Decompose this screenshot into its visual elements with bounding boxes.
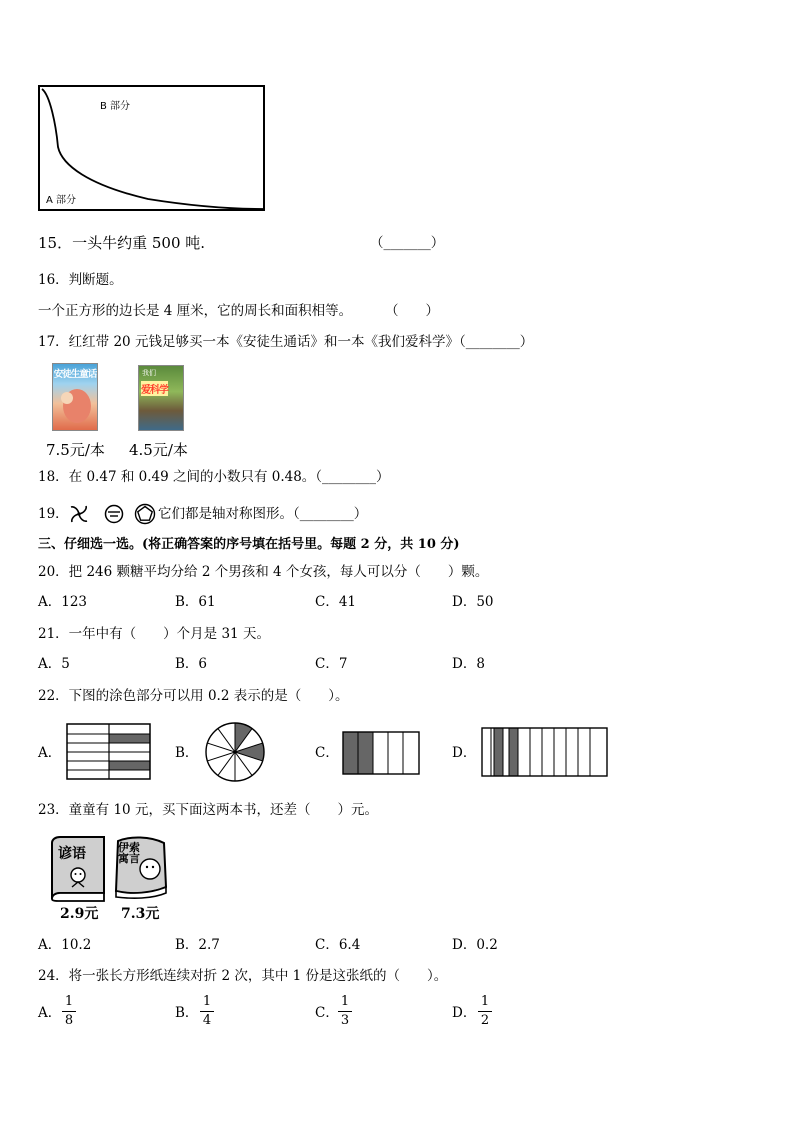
q23-option-d[interactable]: D．0.2 [452, 937, 498, 953]
book-proverbs-title: 谚语 [58, 846, 86, 862]
q16-answer-blank[interactable]: （ ） [385, 303, 439, 319]
q20-option-b[interactable]: B．61 [175, 594, 216, 610]
q19-text: 它们都是轴对称图形。（________） [158, 506, 368, 522]
q16-statement: 一个正方形的边长是 4 厘米，它的周长和面积相等。 [38, 303, 353, 319]
q22-figure-b-circle [204, 721, 266, 783]
q24-option-c[interactable]: C． [315, 1005, 339, 1021]
q22-figure-c-bars [342, 731, 420, 775]
q23-option-c[interactable]: C．6.4 [315, 937, 361, 953]
fraction-denominator: 2 [480, 1013, 490, 1028]
q20-option-d[interactable]: D．50 [452, 594, 494, 610]
q21-option-a[interactable]: A．5 [38, 656, 70, 672]
q15-text: 15．一头牛约重 500 吨. [38, 234, 206, 252]
q22-option-c[interactable]: C． [315, 745, 339, 761]
book-aesop-price: 7.3元 [121, 906, 160, 922]
q20-text: 20．把 246 颗糖平均分给 2 个男孩和 4 个女孩，每人可以分（ ）颗。 [38, 564, 489, 580]
book-proverbs-price: 2.9元 [60, 906, 99, 922]
book-price-1: 7.5元/本 [46, 441, 105, 459]
fraction-numerator: 1 [340, 994, 350, 1009]
book-cover-andersen [52, 363, 98, 431]
book-title-andersen: 安徒生童话 [53, 369, 97, 380]
q22-figure-d-bars [481, 727, 608, 777]
q24-text: 24．将一张长方形纸连续对折 2 次，其中 1 份是这张纸的（ ）。 [38, 968, 448, 984]
q19-prefix: 19． [38, 506, 69, 522]
q20-option-a[interactable]: A．123 [38, 594, 88, 610]
q24-fraction-d [478, 995, 492, 1028]
book-aesop-title: 伊索寓言 [118, 841, 140, 865]
fraction-denominator: 8 [64, 1013, 74, 1028]
label-b-part: B 部分 [100, 101, 131, 112]
q21-option-b[interactable]: B．6 [175, 656, 208, 672]
fraction-denominator: 3 [340, 1013, 350, 1028]
fraction-numerator: 1 [480, 994, 490, 1009]
q22-option-a[interactable]: A． [38, 745, 62, 761]
book-title-science-1: 我们 [142, 369, 156, 377]
q24-option-a[interactable]: A． [38, 1005, 62, 1021]
fraction-numerator: 1 [64, 994, 74, 1009]
q21-text: 21．一年中有（ ）个月是 31 天。 [38, 626, 270, 642]
book-title-science-2: 爱科学 [141, 381, 168, 396]
pinwheel-shape-icon [68, 503, 90, 525]
book-cover-science [138, 365, 184, 431]
q22-option-b[interactable]: B． [175, 745, 199, 761]
q22-option-d[interactable]: D． [452, 745, 477, 761]
q22-text: 22．下图的涂色部分可以用 0.2 表示的是（ ）。 [38, 688, 349, 704]
q24-fraction-c [338, 995, 352, 1028]
q21-option-d[interactable]: D．8 [452, 656, 485, 672]
q21-option-c[interactable]: C．7 [315, 656, 348, 672]
q24-fraction-b [200, 995, 214, 1028]
book-price-2: 4.5元/本 [129, 441, 188, 459]
q22-figure-a-grid [66, 723, 152, 781]
pentagon-circle-shape-icon [134, 503, 156, 525]
q23-option-a[interactable]: A．10.2 [38, 937, 92, 953]
q23-option-b[interactable]: B．2.7 [175, 937, 220, 953]
section-3-title: 三、仔细选一选。(将正确答案的序号填在括号里。每题 2 分，共 10 分) [38, 537, 460, 552]
fraction-denominator: 4 [202, 1013, 212, 1028]
q24-option-d[interactable]: D． [452, 1005, 477, 1021]
q18-text: 18．在 0.47 和 0.49 之间的小数只有 0.48。（________） [38, 469, 390, 485]
circle-lines-shape-icon [104, 504, 124, 524]
fraction-numerator: 1 [202, 994, 212, 1009]
q15-answer-blank[interactable]: （_______） [370, 235, 445, 251]
q24-option-b[interactable]: B． [175, 1005, 199, 1021]
label-a-part: A 部分 [46, 195, 77, 206]
q20-option-c[interactable]: C．41 [315, 594, 357, 610]
q24-fraction-a [62, 995, 76, 1028]
q23-text: 23．童童有 10 元，买下面这两本书，还差（ ）元。 [38, 802, 378, 818]
q17-text: 17．红红带 20 元钱足够买一本《安徒生通话》和一本《我们爱科学》（________） [38, 334, 534, 350]
q16-text: 16．判断题。 [38, 272, 123, 288]
